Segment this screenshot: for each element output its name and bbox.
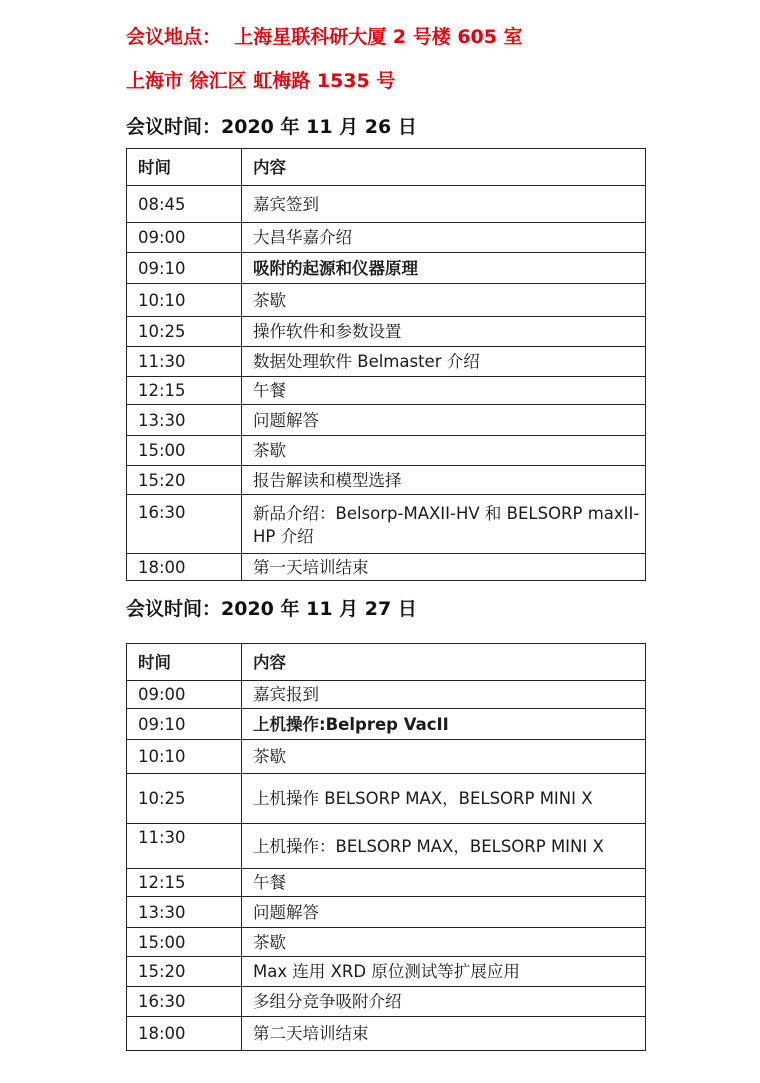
row-content: 数据处理软件 Belmaster 介绍 [242, 347, 646, 377]
table-row [127, 377, 646, 405]
row-content: 操作软件和参数设置 [242, 317, 646, 347]
row-time: 12:15 [127, 869, 242, 897]
table-row [127, 347, 646, 377]
row-content: 第二天培训结束 [242, 1017, 646, 1051]
row-content: 上机操作:Belprep VacII [242, 709, 646, 740]
table-row [127, 774, 646, 824]
table-row [127, 436, 646, 466]
row-time: 15:20 [127, 466, 242, 495]
table-row [127, 554, 646, 581]
day1-date: 会议时间：2020 年 11 月 26 日 [126, 116, 417, 138]
row-time: 13:30 [127, 405, 242, 436]
header-time: 时间 [127, 149, 242, 186]
table-row [127, 405, 646, 436]
row-time: 15:00 [127, 928, 242, 957]
table-row [127, 987, 646, 1017]
row-content: 茶歇 [242, 284, 646, 317]
table-header-row [127, 644, 646, 681]
row-time: 15:00 [127, 436, 242, 466]
row-time: 18:00 [127, 554, 242, 581]
row-content: 第一天培训结束 [242, 554, 646, 581]
table-row [127, 709, 646, 740]
row-content: 午餐 [242, 869, 646, 897]
row-time: 09:10 [127, 253, 242, 284]
row-time: 10:10 [127, 740, 242, 774]
row-time: 09:00 [127, 223, 242, 253]
row-content: 嘉宾签到 [242, 186, 646, 223]
row-time: 16:30 [127, 987, 242, 1017]
table-row [127, 495, 646, 554]
table-row [127, 869, 646, 897]
row-content: 新品介绍：Belsorp-MAXII-HV 和 BELSORP maxII-HP 介绍 [242, 495, 646, 554]
header-time: 时间 [127, 644, 242, 681]
table-header-row [127, 149, 646, 186]
row-time: 09:10 [127, 709, 242, 740]
row-time: 13:30 [127, 897, 242, 928]
row-time: 12:15 [127, 377, 242, 405]
table-row [127, 681, 646, 709]
row-content: 嘉宾报到 [242, 681, 646, 709]
row-content: 问题解答 [242, 897, 646, 928]
row-content: 多组分竞争吸附介绍 [242, 987, 646, 1017]
row-content: 报告解读和模型选择 [242, 466, 646, 495]
row-content: 茶歇 [242, 928, 646, 957]
row-content: Max 连用 XRD 原位测试等扩展应用 [242, 957, 646, 987]
day2-date: 会议时间：2020 年 11 月 27 日 [126, 598, 417, 620]
header-content: 内容 [242, 644, 646, 681]
row-time: 08:45 [127, 186, 242, 223]
table-row [127, 186, 646, 223]
row-content: 上机操作 BELSORP MAX，BELSORP MINI X [242, 774, 646, 824]
table-row [127, 897, 646, 928]
venue-address: 上海市 徐汇区 虹梅路 1535 号 [126, 70, 396, 92]
row-content: 大昌华嘉介绍 [242, 223, 646, 253]
table-row [127, 1017, 646, 1051]
row-time: 10:25 [127, 774, 242, 824]
venue-label: 会议地点： [126, 26, 222, 48]
row-content: 问题解答 [242, 405, 646, 436]
table-row [127, 317, 646, 347]
row-time: 09:00 [127, 681, 242, 709]
header-content: 内容 [242, 149, 646, 186]
row-content: 午餐 [242, 377, 646, 405]
table-row [127, 740, 646, 774]
table-row [127, 928, 646, 957]
row-time: 15:20 [127, 957, 242, 987]
row-content: 上机操作：BELSORP MAX，BELSORP MINI X [242, 824, 646, 869]
row-time: 11:30 [127, 824, 242, 869]
day1-schedule-table [126, 148, 646, 581]
day2-schedule-table [126, 643, 646, 1051]
table-row [127, 957, 646, 987]
row-time: 11:30 [127, 347, 242, 377]
table-row [127, 253, 646, 284]
row-time: 16:30 [127, 495, 242, 554]
table-row [127, 223, 646, 253]
venue-line [126, 22, 523, 49]
venue-building: 上海星联科研大厦 2 号楼 605 室 [234, 26, 523, 48]
row-time: 10:10 [127, 284, 242, 317]
table-row [127, 284, 646, 317]
row-time: 10:25 [127, 317, 242, 347]
table-row [127, 824, 646, 869]
table-row [127, 466, 646, 495]
row-content: 茶歇 [242, 740, 646, 774]
row-content: 吸附的起源和仪器原理 [242, 253, 646, 284]
row-time: 18:00 [127, 1017, 242, 1051]
row-content: 茶歇 [242, 436, 646, 466]
